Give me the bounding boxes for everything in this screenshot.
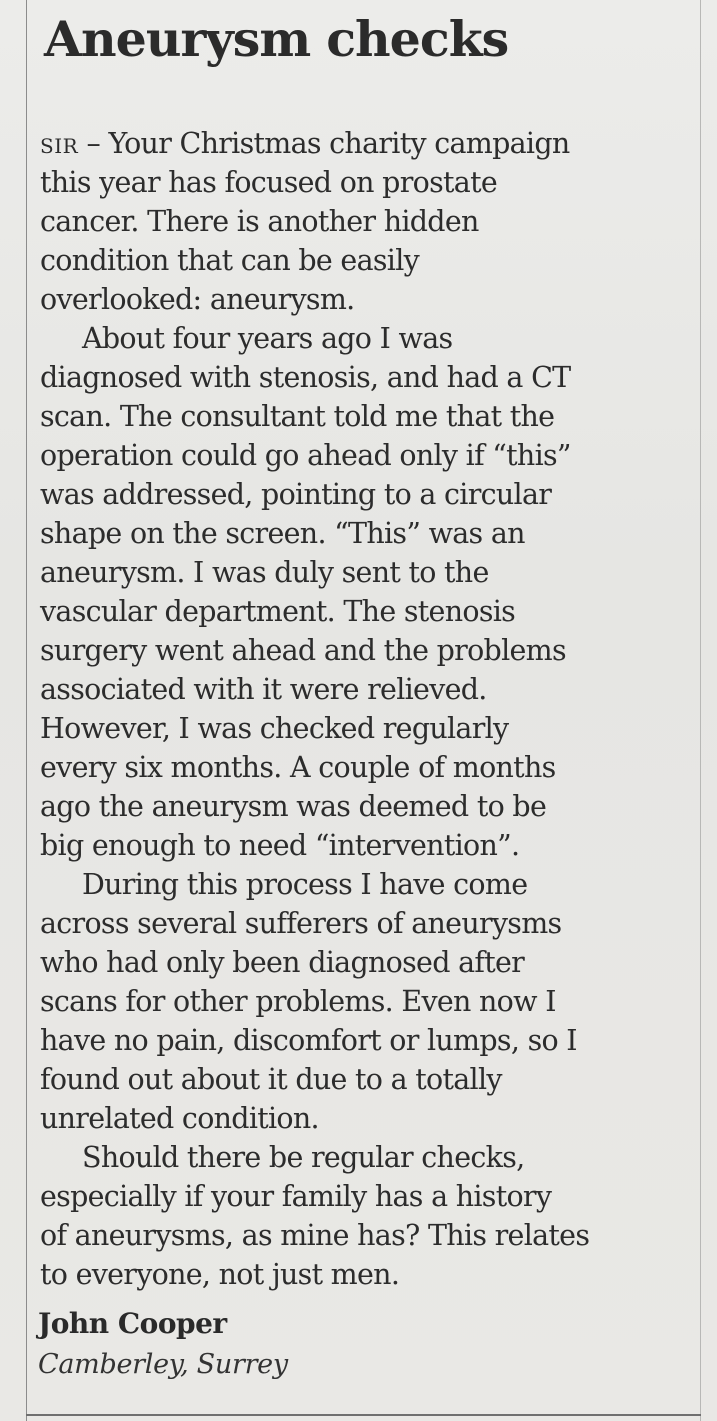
body-line: to everyone, not just men. <box>40 1258 400 1291</box>
body-line: across several sufferers of aneurysms <box>40 907 562 940</box>
body-line: About four years ago I was <box>82 322 453 355</box>
body-line: Should there be regular checks, <box>82 1141 525 1174</box>
body-line: found out about it due to a totally <box>40 1063 502 1096</box>
body-line: unrelated condition. <box>40 1102 319 1135</box>
body-line: this year has focused on prostate <box>40 166 497 199</box>
body-line: was addressed, pointing to a circular <box>40 478 552 511</box>
body-line: scans for other problems. Even now I <box>40 985 556 1018</box>
body-line: have no pain, discomfort or lumps, so I <box>40 1024 577 1057</box>
column-rule-left <box>26 0 27 1421</box>
body-line: especially if your family has a history <box>40 1180 552 1213</box>
body-line: condition that can be easily <box>40 244 420 277</box>
headline: Aneurysm checks <box>44 10 509 68</box>
body-line: surgery went ahead and the problems <box>40 634 566 667</box>
body-line: shape on the screen. “This” was an <box>40 517 525 550</box>
body-line: who had only been diagnosed after <box>40 946 525 979</box>
column-rule-bottom <box>26 1414 701 1416</box>
body-line: vascular department. The stenosis <box>40 595 516 628</box>
paragraph-4 <box>40 1138 690 1294</box>
body-line: associated with it were relieved. <box>40 673 487 706</box>
body-line: However, I was checked regularly <box>40 712 509 745</box>
body-line: scan. The consultant told me that the <box>40 400 555 433</box>
body-line: big enough to need “intervention”. <box>40 829 520 862</box>
body-line: overlooked: aneurysm. <box>40 283 355 316</box>
body-line: every six months. A couple of months <box>40 751 556 784</box>
author-name: John Cooper <box>38 1307 227 1340</box>
body-line: operation could go ahead only if “this” <box>40 439 571 472</box>
body-line: sir – Your Christmas charity campaign <box>40 127 570 160</box>
paragraph-1 <box>40 124 690 319</box>
paragraph-2 <box>40 319 690 865</box>
body-line: of aneurysms, as mine has? This relates <box>40 1219 590 1252</box>
body-line: cancer. There is another hidden <box>40 205 479 238</box>
author-location: Camberley, Surrey <box>38 1349 288 1380</box>
column-rule-right <box>700 0 701 1421</box>
body-line: During this process I have come <box>82 868 528 901</box>
salutation: sir <box>40 127 79 160</box>
body-line: aneurysm. I was duly sent to the <box>40 556 489 589</box>
letter-body <box>40 124 690 1294</box>
body-line: ago the aneurysm was deemed to be <box>40 790 547 823</box>
paragraph-3 <box>40 865 690 1138</box>
body-line: diagnosed with stenosis, and had a CT <box>40 361 571 394</box>
